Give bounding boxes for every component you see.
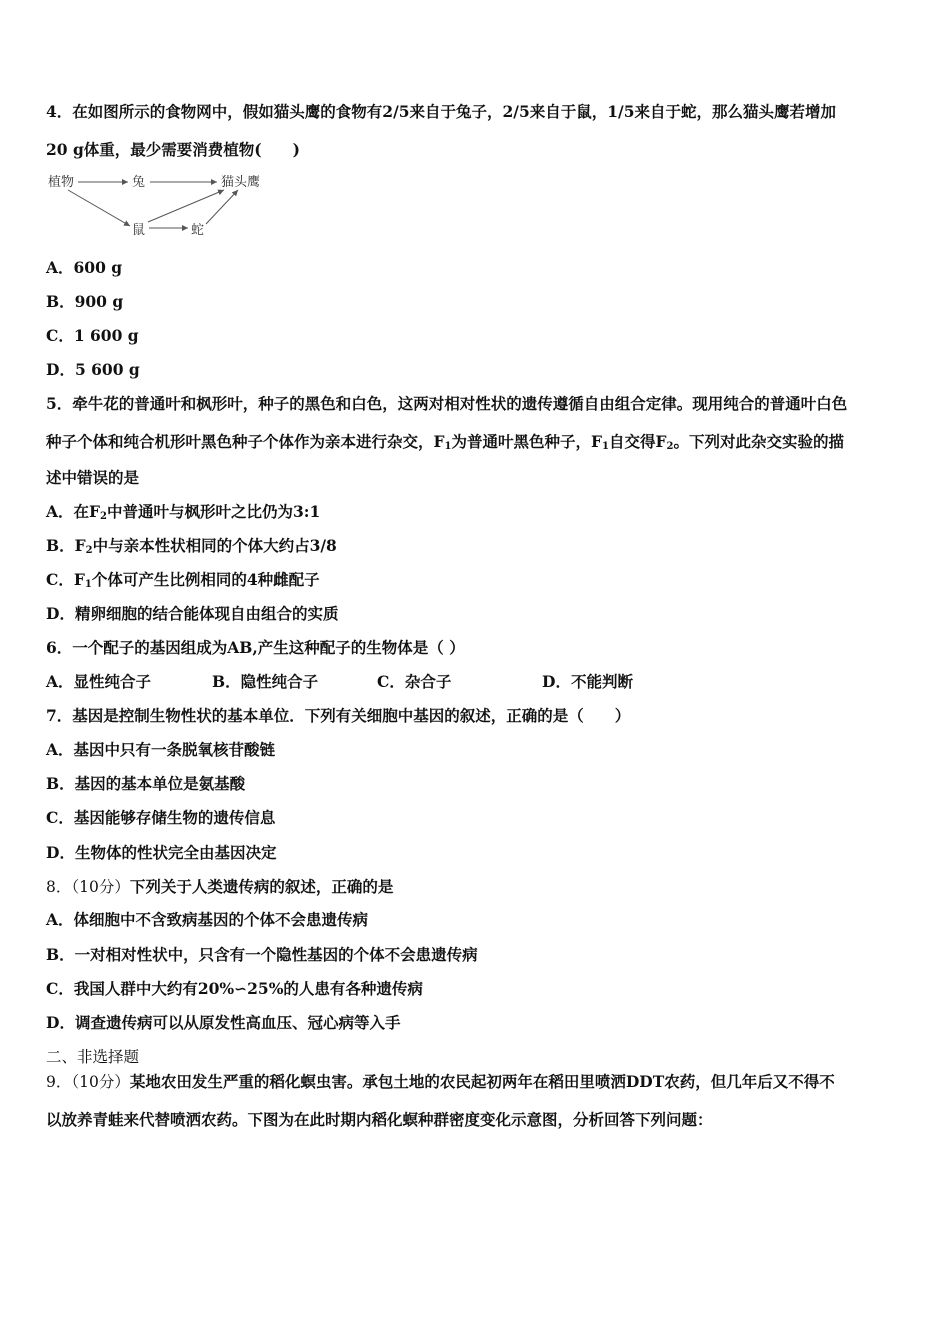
q6-option-c: C．杂合子 <box>377 672 452 691</box>
q7-option-d: D．生物体的性状完全由基因决定 <box>46 843 277 862</box>
q8-number: 8．（10分） <box>46 878 130 896</box>
q4-option-a: A．600 g <box>46 258 123 277</box>
q8-option-c: C．我国人群中大约有20%∽25%的人患有各种遗传病 <box>46 979 423 998</box>
q8-stem-row <box>46 877 393 897</box>
q5-option-b <box>46 536 337 561</box>
q4-option-d: D．5 600 g <box>46 360 140 379</box>
subscript-2: 2 <box>100 511 107 522</box>
subscript-1: 1 <box>84 579 92 590</box>
q9-number: 9．（10分） <box>46 1073 130 1091</box>
q5-stem-part-d: 。下列对此杂交实验的描 <box>673 432 844 451</box>
q7-option-b: B．基因的基本单位是氨基酸 <box>46 774 246 793</box>
q8-stem: 下列关于人类遗传病的叙述，正确的是 <box>129 877 394 896</box>
q8-option-a: A．体细胞中不含致病基因的个体不会患遗传病 <box>46 910 369 929</box>
q8-option-d: D．调查遗传病可以从原发性高血压、冠心病等入手 <box>46 1013 401 1032</box>
q6-option-b: B．隐性纯合子 <box>212 672 319 691</box>
subscript-2: 2 <box>85 545 93 556</box>
q4-option-b: B．900 g <box>46 292 124 311</box>
node-mouse: 鼠 <box>132 223 146 238</box>
q4-stem-line1: 4．在如图所示的食物网中，假如猫头鹰的食物有2/5来自于兔子，2/5来自于鼠，1/5来自于蛇，那么猫头鹰若增加 <box>46 102 836 121</box>
node-snake: 蛇 <box>191 223 205 238</box>
q5-option-d: D．精卵细胞的结合能体现自由组合的实质 <box>46 604 339 623</box>
q6-stem: 6．一个配子的基因组成为AB,产生这种配子的生物体是（ ） <box>46 638 465 657</box>
arrow-plant-mouse <box>68 190 130 226</box>
q6-option-a: A．显性纯合子 <box>46 672 152 691</box>
subscript-2: 2 <box>666 441 674 452</box>
node-rabbit: 兔 <box>132 175 146 190</box>
q4-stem-line2: 20 g体重，最少需要消费植物( ) <box>46 140 300 159</box>
q9-stem-line1 <box>46 1072 835 1092</box>
q5-stem-part-c: 自交得F <box>608 432 667 451</box>
node-plant: 植物 <box>48 175 75 190</box>
food-web-diagram <box>46 168 276 240</box>
q5-option-a <box>46 502 320 527</box>
q9-stem-line2: 以放养青蛙来代替喷洒农药。下图为在此时期内稻化螟种群密度变化示意图，分析回答下列问题： <box>46 1110 713 1129</box>
q5-option-b-part2: 中与亲本性状相同的个体大约占3/8 <box>92 536 337 555</box>
q4-option-c: C．1 600 g <box>46 326 139 345</box>
q9-stem-text: 某地农田发生严重的稻化螟虫害。承包土地的农民起初两年在稻田里喷洒DDT农药，但几年后又不得不 <box>129 1072 835 1091</box>
q7-option-c: C．基因能够存储生物的遗传信息 <box>46 808 276 827</box>
q5-stem-part-a: 种子个体和纯合机形叶黑色种子个体作为亲本进行杂交，F <box>46 432 445 451</box>
section-heading: 二、非选择题 <box>46 1048 140 1066</box>
q5-stem-line2 <box>46 432 844 457</box>
q5-option-b-part1: B．F <box>46 536 86 555</box>
q7-option-a: A．基因中只有一条脱氧核苷酸链 <box>46 740 276 759</box>
node-owl: 猫头鹰 <box>221 175 261 190</box>
q5-option-a-part2: 中普通叶与枫形叶之比仍为3:1 <box>107 502 321 521</box>
q5-stem-line3: 述中错误的是 <box>46 468 140 487</box>
q5-option-c-part1: C．F <box>46 570 85 589</box>
q5-stem-line1: 5．牵牛花的普通叶和枫形叶，种子的黑色和白色，这两对相对性状的遗传遵循自由组合定律。现用纯合的普通叶白色 <box>46 394 848 413</box>
subscript-1: 1 <box>602 441 609 452</box>
q5-option-c <box>46 570 320 595</box>
q5-stem-part-b: 为普通叶黑色种子，F <box>451 432 602 451</box>
q5-option-a-part1: A．在F <box>46 502 101 521</box>
q6-option-d: D．不能判断 <box>542 672 633 691</box>
q8-option-b: B．一对相对性状中，只含有一个隐性基因的个体不会患遗传病 <box>46 945 478 964</box>
q5-option-c-part2: 个体可产生比例相同的4种雌配子 <box>91 570 320 589</box>
q7-stem: 7．基因是控制生物性状的基本单位．下列有关细胞中基因的叙述，正确的是（ ） <box>46 706 631 725</box>
subscript-1: 1 <box>444 441 452 452</box>
